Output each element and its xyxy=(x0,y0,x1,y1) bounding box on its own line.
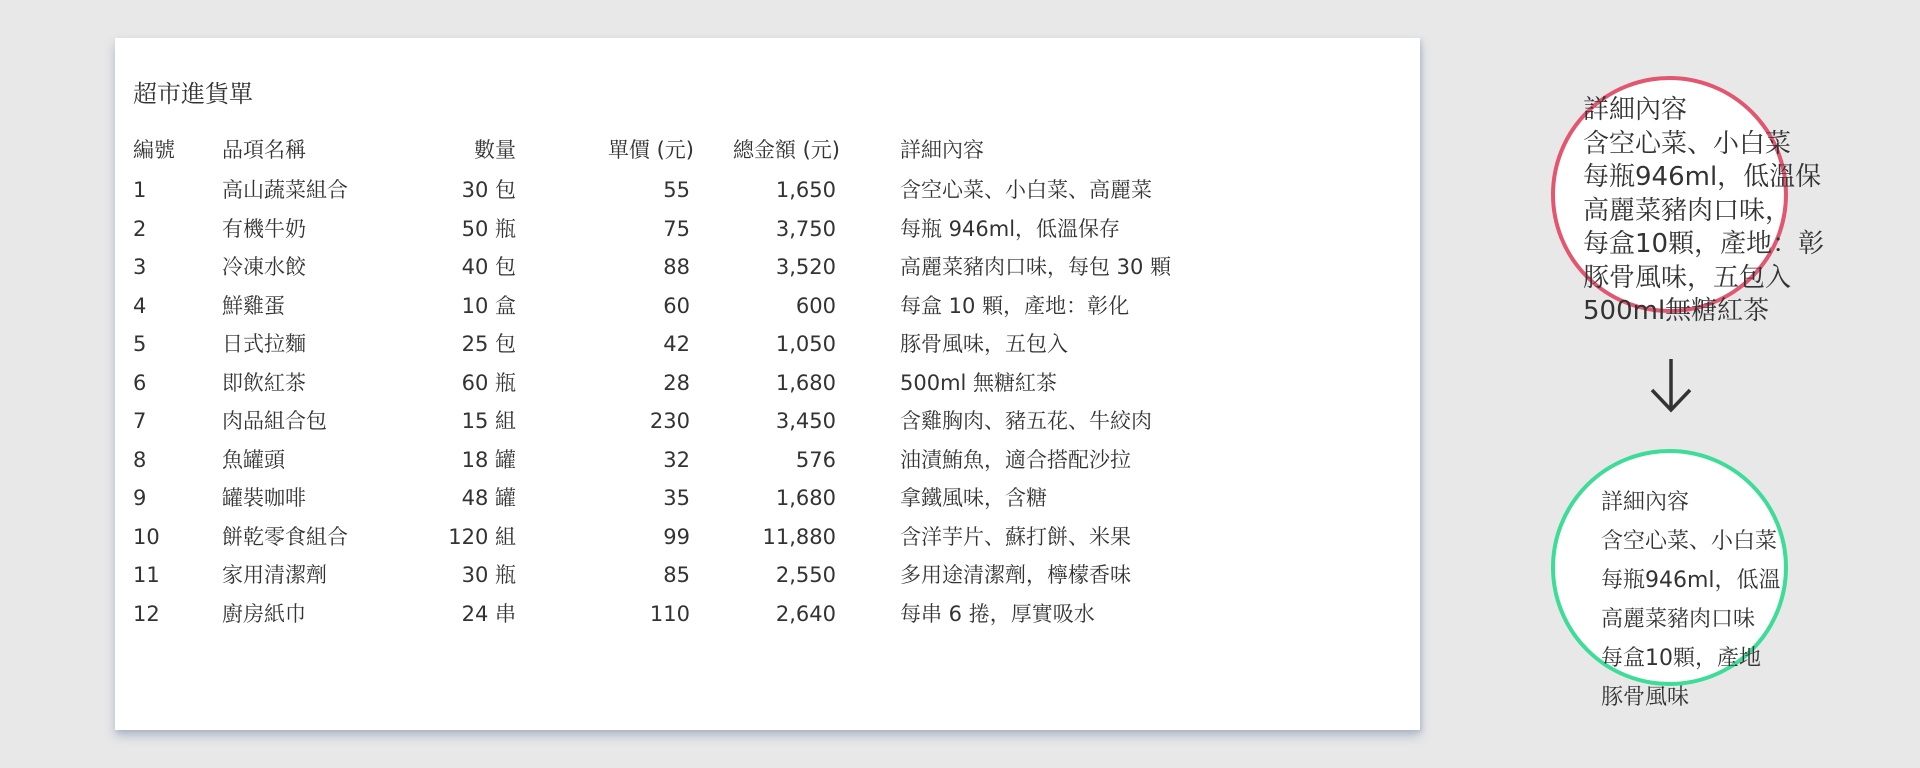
cell-qty: 18 罐 xyxy=(461,447,516,472)
cell-qty: 24 串 xyxy=(461,601,516,626)
cell-no: 11 xyxy=(133,563,160,587)
cell-no: 2 xyxy=(133,216,147,241)
document-title: 超市進貨單 xyxy=(133,80,253,108)
cell-price: 35 xyxy=(663,486,690,510)
zoom-line: 含空心菜、小白菜 xyxy=(1601,529,1778,554)
cell-detail: 豚骨風味，五包入 xyxy=(900,332,1068,356)
cell-price: 32 xyxy=(663,447,690,472)
cell-price: 75 xyxy=(663,216,690,241)
cell-detail: 含空心菜、小白菜、高麗菜 xyxy=(900,178,1152,202)
header-no: 編號 xyxy=(133,138,175,162)
cell-no: 12 xyxy=(133,601,160,626)
cell-name: 家用清潔劑 xyxy=(222,563,327,587)
cell-total: 1,680 xyxy=(775,370,836,395)
cell-name: 餅乾零食組合 xyxy=(222,524,348,549)
cell-total: 1,680 xyxy=(775,486,836,510)
cell-total: 3,520 xyxy=(775,255,836,279)
cell-detail: 500ml 無糖紅茶 xyxy=(900,370,1058,395)
zoom-before-circle xyxy=(1551,76,1825,326)
cell-price: 60 xyxy=(663,293,690,318)
cell-name: 廚房紙巾 xyxy=(222,601,306,626)
header-qty: 數量 xyxy=(474,138,516,162)
cell-qty: 30 瓶 xyxy=(461,563,516,587)
cell-name: 有機牛奶 xyxy=(222,216,306,241)
cell-detail: 每盒 10 顆，產地：彰化 xyxy=(900,293,1130,318)
cell-total: 11,880 xyxy=(762,524,836,549)
cell-price: 28 xyxy=(663,370,690,395)
cell-qty: 30 包 xyxy=(461,178,516,202)
cell-total: 2,550 xyxy=(775,563,836,587)
cell-no: 10 xyxy=(133,524,160,549)
cell-name: 鮮雞蛋 xyxy=(222,293,285,318)
cell-price: 85 xyxy=(663,563,690,587)
cell-total: 1,650 xyxy=(775,178,836,202)
zoom-line: 每瓶946ml，低溫 xyxy=(1601,568,1781,593)
cell-name: 罐裝咖啡 xyxy=(222,486,306,510)
zoom-line: 每盒10顆，產地 xyxy=(1601,646,1761,671)
zoom-line: 高麗菜豬肉口味 xyxy=(1601,607,1756,632)
cell-total: 3,450 xyxy=(775,409,836,433)
cell-no: 9 xyxy=(133,486,147,510)
cell-price: 55 xyxy=(663,178,690,202)
cell-no: 8 xyxy=(133,447,147,472)
zoom-line: 每盒10顆，產地：彰 xyxy=(1583,229,1825,259)
zoom-after-text xyxy=(1601,483,1781,717)
cell-no: 3 xyxy=(133,255,147,279)
cell-name: 日式拉麵 xyxy=(222,332,306,356)
cell-name: 肉品組合包 xyxy=(222,409,327,433)
cell-price: 42 xyxy=(663,332,690,356)
zoom-line: 詳細內容 xyxy=(1601,490,1690,515)
zoom-line: 高麗菜豬肉口味， xyxy=(1583,195,1792,226)
header-name: 品項名稱 xyxy=(222,138,306,162)
zoom-line: 詳細內容 xyxy=(1583,95,1688,125)
cell-qty: 15 組 xyxy=(461,409,516,433)
cell-detail: 含洋芋片、蘇打餅、米果 xyxy=(900,524,1131,549)
zoom-after-circle xyxy=(1551,449,1788,710)
cell-name: 魚罐頭 xyxy=(222,447,285,472)
cell-no: 7 xyxy=(133,409,147,433)
cell-no: 6 xyxy=(133,370,147,395)
cell-total: 576 xyxy=(795,447,836,472)
cell-qty: 50 瓶 xyxy=(461,216,516,241)
header-price: 單價 (元) xyxy=(607,138,694,162)
cell-detail: 每瓶 946ml，低溫保存 xyxy=(900,216,1121,241)
cell-detail: 每串 6 捲，厚實吸水 xyxy=(900,601,1095,626)
header-total: 總金額 (元) xyxy=(732,138,840,162)
cell-detail: 油漬鮪魚，適合搭配沙拉 xyxy=(900,447,1131,472)
cell-no: 1 xyxy=(133,178,147,202)
zoom-line: 每瓶946ml，低溫保 xyxy=(1583,162,1822,192)
cell-qty: 10 盒 xyxy=(461,293,516,318)
cell-qty: 25 包 xyxy=(461,332,516,356)
cell-price: 110 xyxy=(649,601,690,626)
cell-price: 99 xyxy=(663,524,690,549)
cell-qty: 48 罐 xyxy=(461,486,516,510)
cell-detail: 拿鐵風味，含糖 xyxy=(900,486,1047,510)
zoom-line: 含空心菜、小白菜 xyxy=(1583,128,1792,159)
cell-total: 3,750 xyxy=(775,216,836,241)
cell-price: 88 xyxy=(663,255,690,279)
cell-detail: 多用途清潔劑，檸檬香味 xyxy=(900,563,1131,587)
cell-no: 4 xyxy=(133,293,147,318)
cell-detail: 高麗菜豬肉口味，每包 30 顆 xyxy=(900,255,1172,279)
cell-qty: 120 組 xyxy=(448,524,516,549)
cell-no: 5 xyxy=(133,332,147,356)
zoom-line: 豚骨風味，五包入 xyxy=(1583,262,1792,293)
cell-name: 即飲紅茶 xyxy=(222,370,306,395)
cell-qty: 60 瓶 xyxy=(461,370,516,395)
cell-detail: 含雞胸肉、豬五花、牛絞肉 xyxy=(900,409,1152,433)
zoom-line: 豚骨風味 xyxy=(1601,685,1690,710)
cell-name: 高山蔬菜組合 xyxy=(222,178,348,202)
zoom-before-text xyxy=(1583,94,1824,329)
cell-total: 1,050 xyxy=(775,332,836,356)
header-detail: 詳細內容 xyxy=(900,138,984,162)
cell-qty: 40 包 xyxy=(461,255,516,279)
cell-name: 冷凍水餃 xyxy=(222,255,306,279)
cell-total: 2,640 xyxy=(775,601,836,626)
zoom-line: 500ml無糖紅茶 xyxy=(1583,296,1770,326)
cell-price: 230 xyxy=(649,409,690,433)
arrow-down-icon xyxy=(1648,355,1694,415)
cell-total: 600 xyxy=(795,293,836,318)
